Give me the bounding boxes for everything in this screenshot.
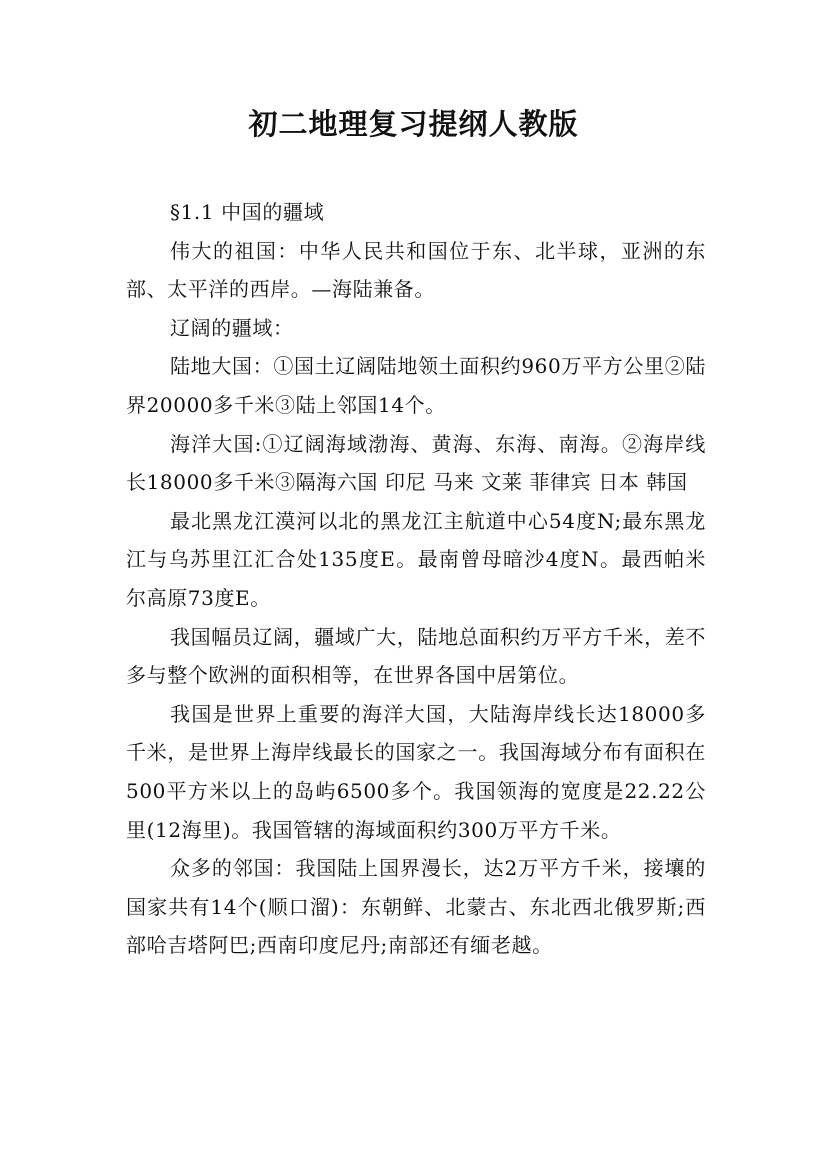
section-heading: §1.1 中国的疆域 xyxy=(170,200,325,224)
paragraph-motherland: 伟大的祖国：中华人民共和国位于东、北半球，亚洲的东部、太平洋的西岸。—海陆兼备。 xyxy=(126,238,706,302)
document-body xyxy=(126,193,706,965)
paragraph-vast-territory: 辽阔的疆域： xyxy=(170,315,294,340)
paragraph-neighbors: 众多的邻国：我国陆上国界漫长，达2万平方千米，接壤的国家共有14个(顺口溜)：东朝鲜、北蒙古、东北西北俄罗斯;西部哈吉塔阿巴;西南印度尼丹;南部还有缅老越。 xyxy=(126,856,706,958)
paragraph-extreme-points: 最北黑龙江漠河以北的黑龙江主航道中心54度N;最东黑龙江与乌苏里江汇合处135度E。最南曾母暗沙4度N。最西帕米尔高原73度E。 xyxy=(126,508,706,610)
paragraph-ocean-power: 海洋大国:①辽阔海域渤海、黄海、东海、南海。②海岸线长18000多千米③隔海六国 印尼 马来 文莱 菲律宾 日本 韩国 xyxy=(126,431,706,495)
paragraph-land-power: 陆地大国：①国土辽阔陆地领土面积约960万平方公里②陆界20000多千米③陆上邻国14个。 xyxy=(126,354,706,417)
paragraph-maritime: 我国是世界上重要的海洋大国，大陆海岸线长达18000多千米，是世界上海岸线最长的国家之一。我国海域分布有面积在500平方米以上的岛屿6500多个。我国领海的宽度是22.22公里(12海里)。我国管辖的海域面积约300万平方千米。 xyxy=(126,701,706,842)
document-title: 初二地理复习提纲人教版 xyxy=(248,107,579,141)
paragraph-land-area: 我国幅员辽阔，疆域广大，陆地总面积约万平方千米，差不多与整个欧洲的面积相等，在世界各国中居第位。 xyxy=(126,624,706,688)
